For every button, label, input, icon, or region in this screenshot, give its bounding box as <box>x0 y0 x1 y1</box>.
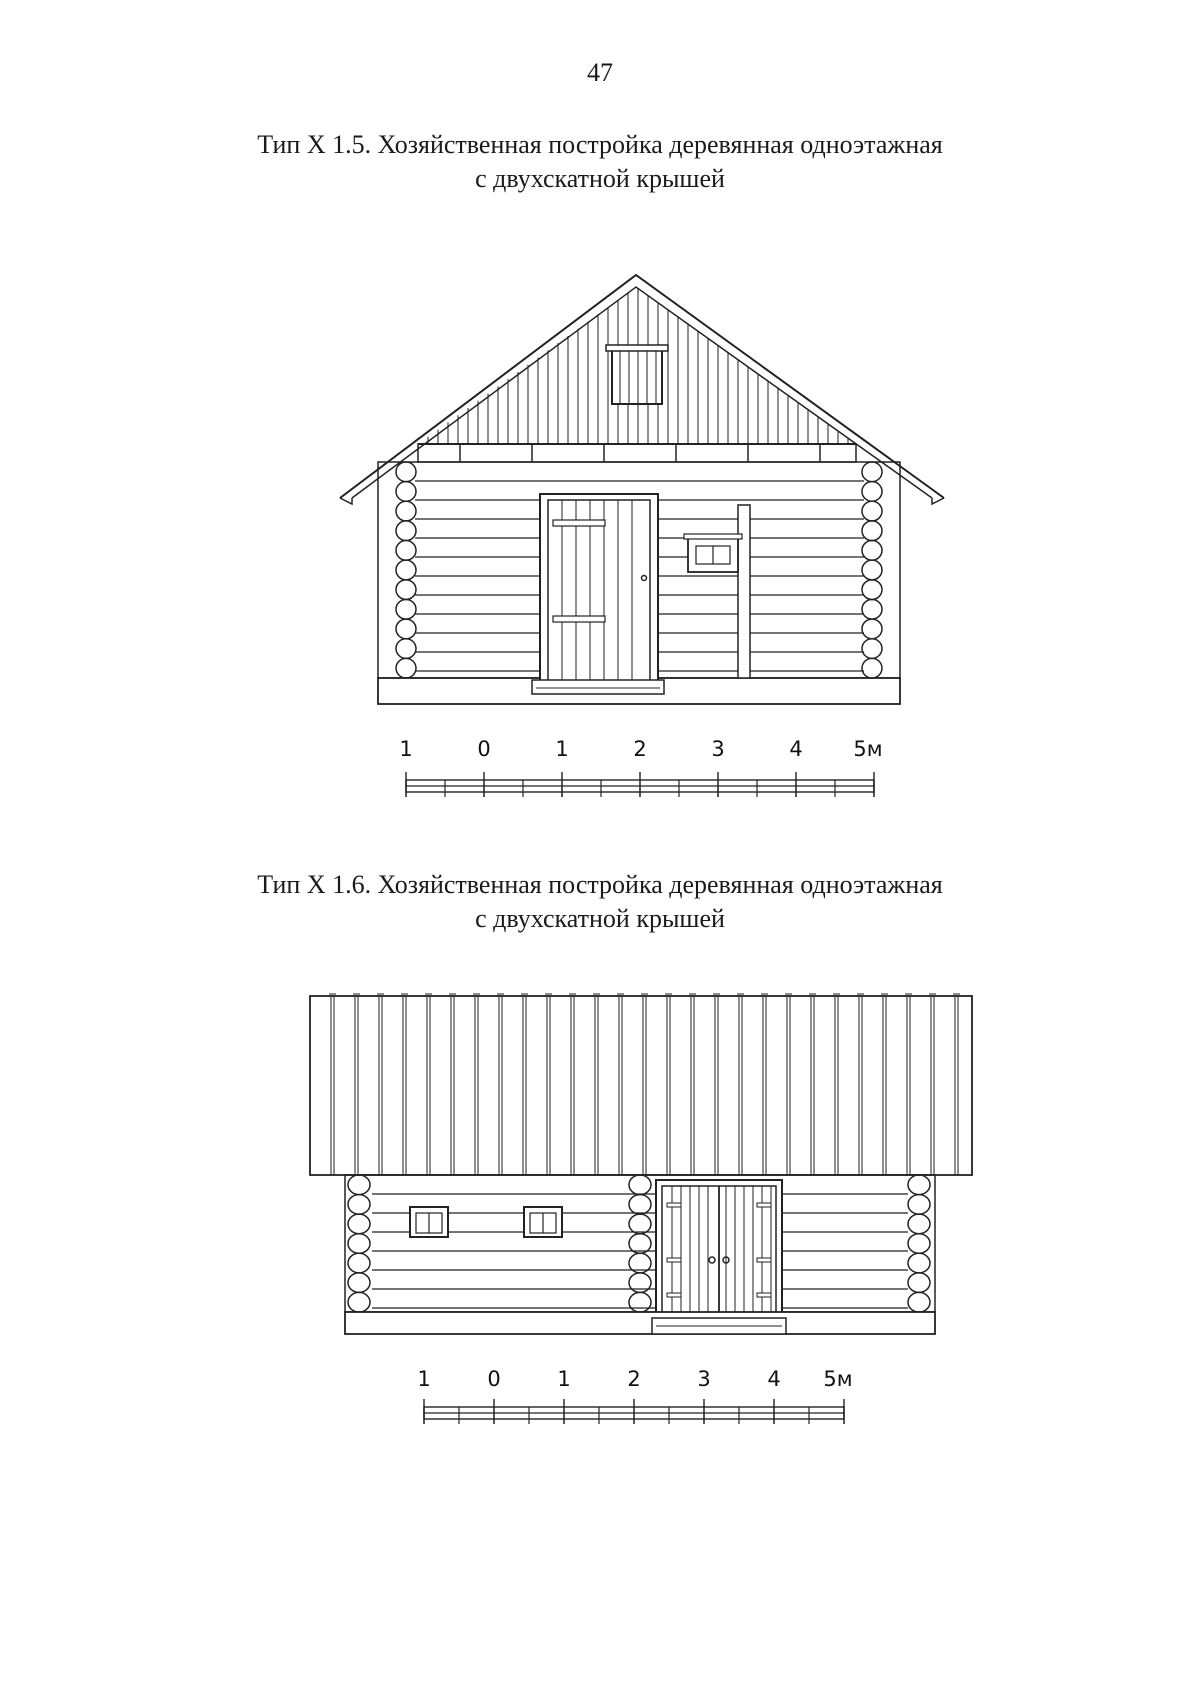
scale-label: 1 <box>555 737 569 761</box>
scale-label: 0 <box>487 1367 501 1391</box>
scale-label: 4 <box>789 737 803 761</box>
scale-label: 3 <box>711 737 725 761</box>
page-number: 47 <box>587 58 613 87</box>
scale-label: 1 <box>417 1367 431 1391</box>
scale-label: 1 <box>557 1367 571 1391</box>
house-elevation-long <box>310 994 972 1334</box>
scale-label: 2 <box>633 737 647 761</box>
caption-line-2: с двухскатной крышей <box>475 164 725 193</box>
scale-label: 0 <box>477 737 491 761</box>
caption-line-1: Тип Х 1.6. Хозяйственная постройка деревянная одноэтажная <box>257 870 943 899</box>
scale-label: 3 <box>697 1367 711 1391</box>
scale-label: 4 <box>767 1367 781 1391</box>
scale-label: 5м <box>853 737 883 761</box>
scale-label: 5м <box>823 1367 853 1391</box>
scale-label: 2 <box>627 1367 641 1391</box>
caption-line-2: с двухскатной крышей <box>475 904 725 933</box>
house-elevation-gable <box>340 275 944 704</box>
scale-label: 1 <box>399 737 413 761</box>
caption-line-1: Тип Х 1.5. Хозяйственная постройка деревянная одноэтажная <box>257 130 943 159</box>
scale-bar-1 <box>399 737 882 797</box>
scale-bar-2 <box>417 1367 852 1424</box>
